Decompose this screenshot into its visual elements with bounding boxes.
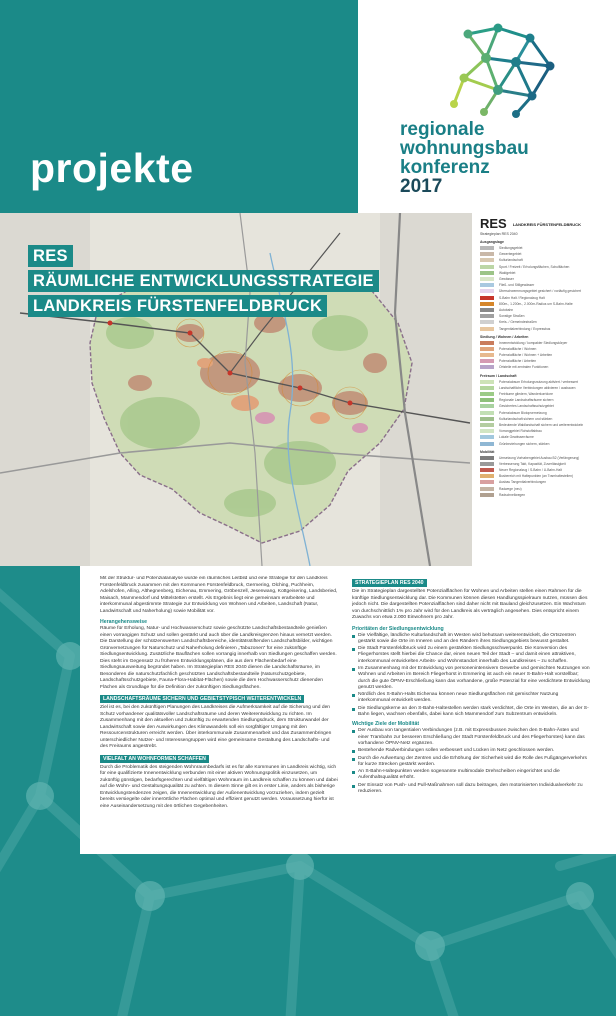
legend-label: Kreis- / Gemeindestraßen (499, 320, 537, 325)
legend-label: Autobahn (499, 307, 514, 312)
legend-swatch (480, 462, 494, 466)
legend-swatch (480, 283, 494, 287)
legend-swatch (480, 296, 494, 300)
legend-swatch (480, 271, 494, 275)
legend-swatch (480, 386, 494, 390)
logo-line-2: wohnungsbau (400, 138, 529, 159)
list-item: Der Einsatz von Push- und Pull-Maßnahmen soll dazu beitragen, den motorisierten Individualverkehr zu reduzieren. (352, 783, 590, 796)
legend-swatch (480, 327, 494, 331)
legend-swatch (480, 359, 494, 363)
legend-swatch (480, 398, 494, 402)
logo-line-1: regionale (400, 119, 485, 140)
legend-swatch (480, 289, 494, 293)
legend-swatch (480, 411, 494, 415)
legend-label: Verbesserung Takt, Kapazität, Zuverlässigkeit (499, 461, 566, 466)
settlement-priorities-list (352, 633, 590, 719)
legend-label: Kulturlandschaft sichern und stärken (499, 416, 553, 421)
legend-label: Ausbau Tangentialverbindungen (499, 480, 547, 485)
legend-row (480, 492, 611, 498)
legend-label: Ortsteile mit zentralen Funktionen (499, 365, 549, 370)
section-bar-housing: VIELFALT AN WOHNFORMEN SCHAFFEN (100, 755, 209, 763)
list-item: An S-Bahn-Haltepunkten werden sogenannte multimodale Drehscheiben eingerichtet und die Aufenthaltsqualität erhöht. (352, 769, 590, 782)
legend-label: Neuer Regionalzug / S-Bahn / U-Bahn-Halt (499, 468, 562, 473)
legend-swatch (480, 347, 494, 351)
legend-label: Radwege (neu) (499, 486, 522, 491)
legend-label: Potenzialraum Erholungsnutzung aktiviert / verbessert (499, 379, 578, 384)
legend-swatch (480, 302, 494, 306)
legend-label: Siedlungsgebiet (499, 246, 523, 251)
housing-paragraph: Durch die Problematik des steigenden Wohnraumbedarfs ist es für alle Kommunen im Landkreis wichtig, sich für eine qualifizierte Innenentwicklung verbunden mit einer aktiven Wohnungspolitik einzusetzen, um zukünftig günstigen, bedarfsgerechten und vielfältigen Wohnraum im Landkreis schaffen zu können und dabei auf die Wohn- und Gestaltungsqualität zu achten. In diesem Sinne gilt es in erster Linie, anders als bisherige Entwicklungstendenzen zeigen, die Innenentwicklung der Außenentwicklung vorzuziehen, indem gezielt bereits versiegelte oder innerörtliche Flächen optimal und effizient genutzt werden. Voraussetzung hierfür ist eine Auseinandersetzung mit den örtlichen Gegebenheiten. (100, 764, 338, 809)
strategy-paragraph: Die im Strategieplan dargestellten Potenzialflächen für Wohnen und Arbeiten stellen einen Rahmen für die künftige Siedlungsentwicklung dar. Die Kommunen können diesen Handlungsspielraum nutzen, müssen dies jedoch nicht. Die dargestellten Potenzialflächen sind daher nicht mit Bauland gleichzusetzen. Ein Wachstum von durchschnittlich 1% pro Jahr wird für den Landkreis als verträglich angesehen. Dies entspricht einem Zuwachs von etwa 2.000 Einwohnern pro Jahr. (352, 589, 588, 620)
list-item: Die Siedlungskerne an den S-Bahn-Haltestellen werden stark verdichtet, die Orte im Westen, die an der S-Bahn liegen, wachsen ebenfalls, dabei kann sich Mammendorf zum Subzentrum entwickeln. (352, 706, 590, 719)
legend-swatch (480, 258, 494, 262)
legend-label: Innenentwicklung / kompakter Siedlungskörper (499, 340, 568, 345)
legend-swatch (480, 353, 494, 357)
legend-label: Bedeutende Waldlandschaft sichern und weiterentwickeln (499, 422, 584, 427)
legend-label: Landschaftliche Verbindungen aktivieren / ausbauen (499, 385, 576, 390)
legend-label: Potenzialraum Biotopvernetzung (499, 410, 547, 415)
legend-swatch (480, 341, 494, 345)
legend-swatch (480, 308, 494, 312)
text-column-right (352, 576, 590, 854)
section-bar-strategy: STRATEGIEPLAN RES 2040 (352, 579, 427, 587)
legend-label: Kulturlandschaft (499, 258, 523, 263)
legend-label: Radschnellwegen (499, 492, 526, 497)
list-item: Im Zusammenhang mit der Entwicklung von personenintensivem Gewerbe und gemischten Nutzungen von Wohnen und Arbeiten im Bereich Fliegerhorst in Emmering ist auch ein neuer S-Bahn-Halt vorstellbar; durch die gute ÖPNV-Erschließung kann das vorhandene, große Potenzial für eine verdichtete Entwicklung genutzt werden. (352, 666, 590, 691)
legend-swatch (480, 265, 494, 269)
legend-label: Sonstige Straßen (499, 314, 525, 319)
legend-label: Überschwemmungsgebiet gesichert / vorläufig gesichert (499, 289, 581, 294)
legend-swatch (480, 468, 494, 472)
legend-label: Potenzialfläche / Arbeiten (499, 359, 537, 364)
map-title-line-2: RÄUMLICHE ENTWICKLUNGSSTRATEGIE (28, 270, 379, 292)
legend-label: Regionale Landschaftsräume sichern (499, 398, 554, 403)
legend-swatch (480, 435, 494, 439)
legend-swatch (480, 380, 494, 384)
legend-section-title: Ausgangslage (480, 240, 504, 244)
legend-swatch (480, 429, 494, 433)
list-item: Die Stadt Fürstenfeldbruck wird zu einem gestärkten Siedlungsschwerpunkt. Die Konversion des Fliegerhorstes stellt hierbei die Chance dar, einen neuen Teil der Stadt – und damit einen attraktiven, interkommunal entwickelten Arbeits- und Wohnstandort innerhalb des Landkreises – zu schaffen. (352, 646, 590, 665)
legend-section-title: Siedlung / Wohnen / Arbeiten (480, 334, 529, 339)
legend-label: Waldgebiet (499, 270, 516, 275)
legend-label: Fließ- und Stillgewässer (499, 283, 535, 288)
legend-swatch (480, 246, 494, 250)
legend-subtitle: Strategieplan RES 2040 (480, 232, 518, 236)
section-bar-landscape: LANDSCHAFTSRÄUME SICHERN UND GEBIETSTYPISCH WEITERENTWICKELN (100, 695, 304, 703)
logo-line-3: konferenz (400, 157, 490, 178)
list-item: Bestehende Radverbindungen sollen verbessert und Lücken im Netz geschlossen werden. (352, 748, 590, 754)
section-heading-settlement: Prioritäten der Siedlungsentwicklung (352, 625, 444, 632)
logo-year: 2017 (400, 176, 443, 197)
legend-label: Grünbeziehungen sichern, stärken (499, 441, 550, 446)
list-item: Durch die Aufwertung der Zentren und die Erhöhung der Sicherheit wird die Rolle des Fußgängerverkehrs für kurze Strecken gestärkt werden. (352, 756, 590, 769)
strategy-map (0, 213, 616, 566)
legend-swatch (480, 442, 494, 446)
legend-label: Gewässer (499, 277, 514, 282)
legend-swatch (480, 277, 494, 281)
mobility-goals-list (352, 728, 590, 795)
legend-swatch (480, 392, 494, 396)
description-panel (80, 566, 616, 854)
approach-paragraph: Räume für Erholung, Natur- und Hochwasserschutz sowie geschützte Landschaftsbestandteile genießen einen vorrangigen Schutz und sollen gestärkt und auch über die Landkreisgrenzen hinaus vernetzt werden. Die Darstellung der schützenswerten Landschaftsbereiche, identitätsstiftenden Landschaftsbilder, wichtigen Grünvernetzungen für Naturschutz und Naherholung definieren „Tabuzonen“ für eine zukünftige Siedlungsentwicklung. Zusätzliche Bauflächen sollen vorrangig innerhalb von Siedlungen geschaffen werden. Dies steht im Gegensatz zu früheren Entwicklungsplänen, die aus dem Flächenbedarf eine Siedlungsausweitung begründet haben. Im Strategieplan RES 2040 dienen die Landschaftsräume, im Besonderen die naturschutzfachlich geschützten Landschaftsbestandteile (Naturschutzgebiete, Landschaftsschutzgebiete, Fauna-Flora-Habitat-Flächen) sowie die dem Hochwasserschutz dienenden Flächen als Grundlage für die Definition der zukünftigen Siedlungsflächen. (100, 626, 337, 690)
legend-label: 800m-, 1.200m-, 2.000m-Radius um S-Bahn-Halte (499, 301, 573, 306)
landscape-paragraph: Ziel ist es, bei den zukünftigen Planungen des Landkreises die Aufmerksamkeit auf die Sicherung und den Schutz vorhandener qualitätsvoller Landschaftsräume und deren Weiterentwicklung zu richten. Im Zusammenhang mit den aktuellen und zukünftig zu erwartenden Siedlungsdruck, dem Strukturwandel der Landwirtschaft sowie den Auswirkungen des Klimawandels soll ein sorgfältiger Umgang mit den Ressourcenstrukturen erreicht werden. Über interkommunale Zusammenarbeit und das Zusammenbringen unterschiedlicher Nutzer- und Interessengruppen wird eine gemeinsame Gestaltung des Landschafts- und des Freiraums angestrebt. (100, 705, 332, 749)
map-title-line-1: RES (28, 245, 73, 267)
legend-label: Potenzialfläche / Wohnen + Arbeiten (499, 353, 553, 358)
map-legend (472, 213, 616, 566)
legend-swatch (480, 314, 494, 318)
legend-heading-main: RES (480, 216, 507, 231)
list-item: Die Vielfältige, ländliche Kulturlandschaft im Westen wird behutsam weiterentwickelt, die Ortszentren gestärkt sowie die Orte im Inneren und an den Rändern ihres Siedlungsgebiets bewusst gestaltet. (352, 633, 590, 646)
legend-label: Freiräume gliedern, Wanderkorridore (499, 392, 553, 397)
legend-section-title: Mobilität (480, 449, 495, 454)
legend-label: Tangentialverbindung / Expressbus (499, 326, 551, 331)
legend-label: Gewerbegebiet (499, 252, 522, 257)
legend-sections (480, 240, 611, 498)
map-title-line-3: LANDKREIS FÜRSTENFELDBRUCK (28, 295, 327, 317)
legend-label: Vorranggebiet Rohstoffabbau (499, 429, 542, 434)
legend-label: Potenzialfläche / Wohnen (499, 346, 537, 351)
legend-heading-small: LANDKREIS FÜRSTENFELDBRUCK (512, 222, 581, 228)
legend-swatch (480, 423, 494, 427)
text-column-left (100, 576, 338, 854)
legend-row (480, 364, 611, 370)
legend-swatch (480, 417, 494, 421)
legend-swatch (480, 493, 494, 497)
legend-swatch (480, 365, 494, 369)
conference-logo-text (400, 120, 529, 196)
legend-swatch (480, 474, 494, 478)
legend-swatch (480, 252, 494, 256)
list-item: Der Ausbau von tangentialen Verbindungen (z.B. mit Expressbussen zwischen den S-Bahn-Ästen und einer Trambahn zur besseren Erschließung der Stadt Fürstenfeldbruck und des Fliegerhorstes) kann das vorhandene ÖPNV-Netz ergänzen. (352, 728, 590, 747)
legend-label: S-Bahn Halt / Regionalzug Halt (499, 295, 545, 300)
legend-row (480, 325, 611, 331)
legend-label: Gesichertes Landschaftsschutzgebiet (499, 404, 554, 409)
legend-label: Umsetzung Vorhabengebiet Ausbau B2 (Verlängerung) (499, 455, 580, 460)
legend-heading (480, 216, 611, 231)
legend-label: Busbereich mit Haltepunkten (an Tramhaltestellen) (499, 474, 574, 479)
legend-swatch (480, 487, 494, 491)
page-title: projekte (30, 145, 194, 191)
legend-row (480, 440, 611, 446)
section-heading-mobility: Wichtige Ziele der Mobilität (352, 721, 420, 728)
legend-swatch (480, 480, 494, 484)
legend-swatch (480, 404, 494, 408)
list-item: Nördlich des S-Bahn-Halts Eichenau können neue Siedlungsflächen mit gemischter Nutzung interkommunal entwickelt werden. (352, 692, 590, 705)
map-title (28, 245, 379, 320)
legend-label: Sport / Freizeit / Erholungsflächen, Schulflächen (499, 264, 570, 269)
network-logo-icon (446, 20, 566, 120)
legend-label: Lokale Gewässerräume (499, 435, 534, 440)
legend-section-title: Freiraum / Landschaft (480, 373, 517, 378)
intro-paragraph: Mit der Struktur- und Potenzialanalyse wurde ein räumliches Leitbild und eine Strategie für den Landkreis Fürstenfeldbruck zusammen mit den Kommunen Fürstenfeldbruck, Germering, Olching, Puchheim, Adelshofen, Alling, Althegnenberg, Eichenau, Emmering, Gröbenzell, Jesenwang, Kottgeisering, Landsberied, Maisach, Mammendorf und Mittelstetten erstellt. Als Ergebnis liegt eine gemeinsam erarbeitete und interkommunal abgestimmte Strategie zur Entwicklung von Wohnen und Arbeiten, Landschaft (Natur, Landwirtschaft und Naherholung) sowie Mobilität vor. (100, 576, 338, 614)
section-heading-approach: Herangehensweise (100, 619, 147, 625)
legend-swatch (480, 456, 494, 460)
legend-swatch (480, 320, 494, 324)
